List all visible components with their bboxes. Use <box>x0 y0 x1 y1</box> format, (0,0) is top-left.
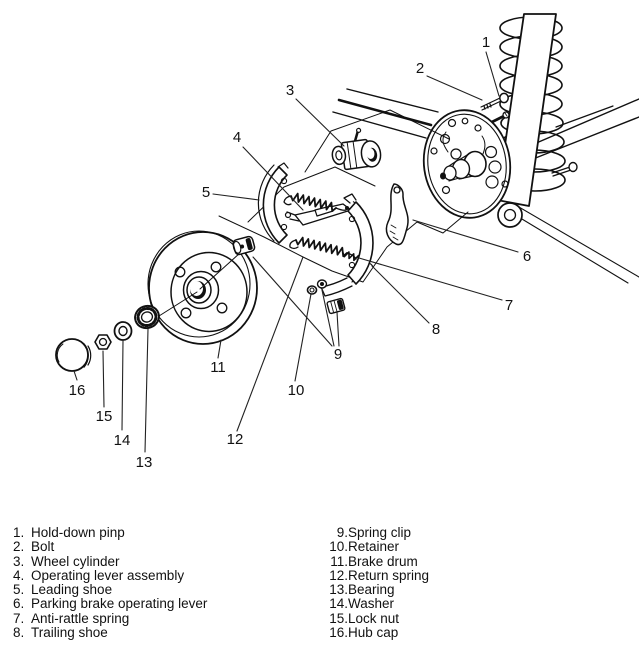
leader-line-9c <box>253 257 332 346</box>
hub-cap <box>56 339 91 371</box>
legend-item-7 <box>13 612 207 626</box>
callout-10: 10 <box>287 382 305 399</box>
callout-3: 3 <box>285 82 295 99</box>
legend-num: 13. <box>329 582 348 598</box>
legend-num: 15. <box>329 610 348 626</box>
wheel-cylinder <box>329 126 382 172</box>
legend-num: 12. <box>329 567 348 583</box>
callout-13: 13 <box>135 454 153 471</box>
legend-num: 1. <box>13 525 25 540</box>
washer <box>115 322 132 340</box>
legend-item-8 <box>13 626 207 640</box>
leader-line-9b <box>337 312 339 346</box>
legend-num: 3. <box>13 553 25 569</box>
legend-item-12 <box>324 569 429 583</box>
callout-6: 6 <box>522 248 532 265</box>
retainer-cup <box>232 236 256 256</box>
legend-item-4 <box>13 569 207 583</box>
legend-num: 5. <box>13 582 25 598</box>
leader-line-2 <box>427 76 482 100</box>
leading-shoe <box>258 163 288 243</box>
retainer-ring <box>308 286 317 294</box>
legend-label: Bolt <box>31 539 55 555</box>
legend-label: Lock nut <box>348 610 400 626</box>
legend-label: Wheel cylinder <box>31 553 120 569</box>
legend-column-left <box>13 526 207 640</box>
legend-item-1 <box>13 526 207 540</box>
leader-line-14 <box>122 341 123 430</box>
callout-7: 7 <box>504 297 514 314</box>
spring-clip-block <box>327 298 346 314</box>
legend-label: Hold-down pinp <box>31 525 125 540</box>
leader-line-1 <box>486 52 499 96</box>
legend-label: Anti-rattle spring <box>31 610 130 626</box>
bolt <box>492 112 509 122</box>
legend-item-2 <box>13 540 207 554</box>
callout-9: 9 <box>333 346 343 363</box>
lock-nut <box>95 335 111 349</box>
legend-label: Spring clip <box>348 525 412 540</box>
callout-4: 4 <box>232 129 242 146</box>
callout-8: 8 <box>431 321 441 338</box>
legend-item-16 <box>324 626 429 640</box>
legend-num: 4. <box>13 567 25 583</box>
callout-1: 1 <box>481 34 491 51</box>
leader-line-5 <box>213 194 259 200</box>
legend-num: 9. <box>336 525 348 540</box>
legend-num: 11. <box>330 553 348 569</box>
legend-num: 6. <box>13 596 25 612</box>
operating-lever-assembly <box>286 204 352 225</box>
legend-item-11 <box>324 555 429 569</box>
legend-label: Hub cap <box>348 625 399 641</box>
leader-line-7 <box>359 258 502 300</box>
legend-num: 14. <box>329 596 348 612</box>
legend-label: Retainer <box>348 539 400 555</box>
legend-item-6 <box>13 597 207 611</box>
legend-label: Bearing <box>348 582 395 598</box>
leader-line-15 <box>103 351 104 407</box>
legend-num: 7. <box>13 610 25 626</box>
legend-num: 8. <box>13 625 25 641</box>
leader-line-8 <box>372 266 429 323</box>
legend-item-13 <box>324 583 429 597</box>
spring-clip-ring <box>318 280 327 288</box>
callout-14: 14 <box>113 432 131 449</box>
legend-item-3 <box>13 555 207 569</box>
legend-item-9 <box>324 526 429 540</box>
legend-label: Parking brake operating lever <box>31 596 208 612</box>
legend-label: Trailing shoe <box>31 625 108 641</box>
callout-11: 11 <box>210 359 226 376</box>
callout-15: 15 <box>95 408 113 425</box>
parking-brake-lever <box>386 184 408 245</box>
legend-item-15 <box>324 612 429 626</box>
callout-numbers <box>69 34 532 471</box>
legend-item-10 <box>324 540 429 554</box>
callout-16: 16 <box>68 382 86 399</box>
legend-num: 2. <box>13 539 25 555</box>
legend-label: Brake drum <box>348 553 418 569</box>
callout-12: 12 <box>226 431 244 448</box>
strut-eye <box>498 203 522 227</box>
legend-num: 10. <box>329 539 348 555</box>
legend-label: Operating lever assembly <box>31 567 185 583</box>
leader-line-16 <box>74 371 77 380</box>
legend-label: Washer <box>348 596 395 612</box>
legend-item-5 <box>13 583 207 597</box>
legend-item-14 <box>324 597 429 611</box>
leader-line-9a <box>322 290 334 346</box>
leader-line-13 <box>145 329 148 452</box>
legend-label: Return spring <box>348 567 430 583</box>
return-spring-upper <box>284 194 346 212</box>
callout-2: 2 <box>415 60 425 77</box>
callout-5: 5 <box>201 184 211 201</box>
leader-line-3 <box>296 99 344 146</box>
legend-num: 16. <box>329 625 348 641</box>
legend-column-right <box>324 526 429 640</box>
hold-down-pin <box>481 93 508 110</box>
shock-absorber-strut <box>497 14 556 227</box>
legend-label: Leading shoe <box>31 582 113 598</box>
